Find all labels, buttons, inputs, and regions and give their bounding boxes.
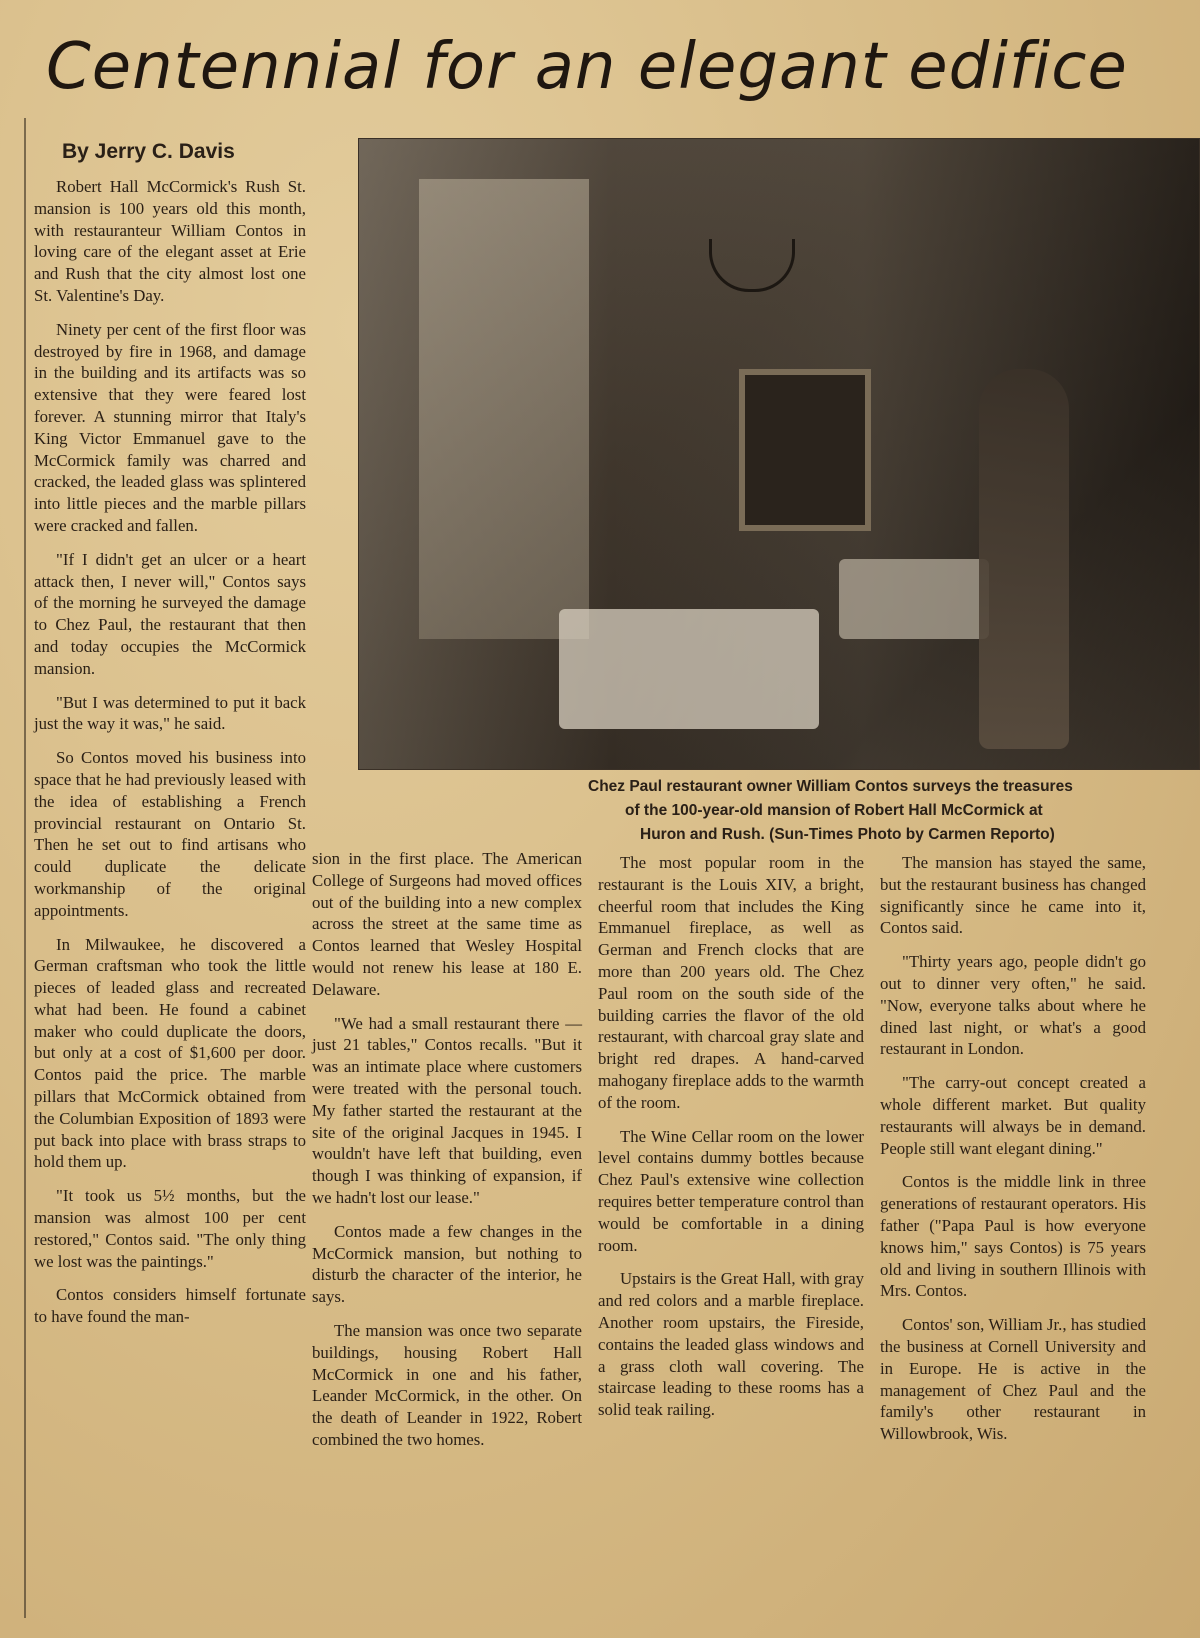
photo-dining-table [559, 609, 819, 729]
photo-window [419, 179, 589, 639]
paragraph: The mansion was once two separate buildings, housing Robert Hall McCormick in one and his father, Leander McCormick, in the other. On the death of Leander in 1922, Robert combined the two homes. [312, 1320, 582, 1449]
paragraph: Contos is the middle link in three generations of restaurant operators. His father ("Papa Paul is how everyone knows him," says Contos) is 75 years old and living in southern Illinois with Mrs. Contos. [880, 1172, 1146, 1301]
paragraph: Contos considers himself fortunate to have found the man- [34, 1285, 306, 1327]
page-edge-rule [24, 118, 26, 1618]
paragraph: Ninety per cent of the first floor was destroyed by fire in 1968, and damage in the building and its artifacts was so extensive that they were feared lost forever. A stunning mirror that Italy's King Victor Emmanuel gave to the McCormick family was charred and cracked, the leaded glass was splintered into little pieces and the marble pillars were cracked and fallen. [34, 319, 306, 535]
paragraph: The mansion has stayed the same, but the restaurant business has changed significantly since he came into it, Contos said. [880, 853, 1146, 938]
paragraph: In Milwaukee, he discovered a German craftsman who took the little pieces of leaded glass and recreated what had been. He found a cabinet maker who could duplicate the doors, but only at a cost of $1,600 per door. Contos paid the price. The marble pillars that McCormick obtained from the Columbian Exposition of 1893 were put back into place with brass straps to hold them up. [34, 934, 306, 1172]
photo-dining-table-2 [839, 559, 989, 639]
photo-caption-line-3: Huron and Rush. (Sun-Times Photo by Carmen Reporto) [640, 826, 1055, 843]
column-4 [880, 852, 1146, 1457]
photo-person [979, 369, 1069, 749]
paragraph: "If I didn't get an ulcer or a heart attack then, I never will," Contos says of the morning he surveyed the damage to Chez Paul, the restaurant that then and today occupies the McCormick mansion. [34, 549, 306, 678]
paragraph: "Thirty years ago, people didn't go out to dinner very often," he said. "Now, everyone talks about where he dined last night, or what's a good restaurant in London. [880, 952, 1146, 1059]
paragraph: "We had a small restaurant there — just 21 tables," Contos recalls. "But it was an intimate place where customers were treated with the personal touch. My father started the restaurant at the site of the original Jacques in 1945. I wouldn't have left that building, even though I was thinking of expansion, if we hadn't lost our lease." [312, 1013, 582, 1207]
byline: By Jerry C. Davis [62, 140, 235, 163]
paragraph: "The carry-out concept created a whole different market. But quality restaurants will always be in demand. People still want elegant dining." [880, 1073, 1146, 1158]
column-1 [34, 176, 306, 1340]
paragraph: Upstairs is the Great Hall, with gray and red colors and a marble fireplace. Another room upstairs, the Fireside, contains the leaded glass windows and a grass cloth wall covering. The staircase leading to these rooms has a solid teak railing. [598, 1269, 864, 1420]
article-photo [358, 138, 1200, 770]
photo-caption-line-1: Chez Paul restaurant owner William Contos surveys the treasures [588, 778, 1073, 795]
paragraph: "It took us 5½ months, but the mansion was almost 100 per cent restored," Contos said. "The only thing we lost was the paintings." [34, 1186, 306, 1271]
photo-caption-line-2: of the 100-year-old mansion of Robert Hall McCormick at [625, 802, 1043, 819]
paragraph: Robert Hall McCormick's Rush St. mansion is 100 years old this month, with restauranteur William Contos in loving care of the elegant asset at Erie and Rush that the city almost lost one St. Valentine's Day. [34, 177, 306, 305]
photo-painting [739, 369, 871, 531]
paragraph: sion in the first place. The American College of Surgeons had moved offices out of the building into a new complex across the street at the same time as Contos learned that Wesley Hospital would not renew his lease at 180 E. Delaware. [312, 849, 582, 999]
headline: Centennial for an elegant edifice [46, 30, 1128, 104]
paragraph: So Contos moved his business into space that he had previously leased with the idea of establishing a French provincial restaurant on Ontario St. Then he set out to find artisans who could duplicate the delicate workmanship of the original appointments. [34, 748, 306, 920]
column-3 [598, 852, 864, 1433]
paragraph: Contos made a few changes in the McCormick mansion, but nothing to disturb the character of the interior, he says. [312, 1221, 582, 1307]
paragraph: "But I was determined to put it back just the way it was," he said. [34, 692, 306, 734]
paragraph: The most popular room in the restaurant is the Louis XIV, a bright, cheerful room that includes the King Emmanuel fireplace, as well as German and French clocks that are more than 200 years old. The Chez Paul room on the south side of the building carries the flavor of the old restaurant, with charcoal gray slate and bright red drapes. A hand-carved mahogany fireplace adds to the warmth of the room. [598, 853, 864, 1112]
paragraph: The Wine Cellar room on the lower level contains dummy bottles because Chez Paul's extensive wine collection requires better temperature control than would be comfortable in a dining room. [598, 1126, 864, 1255]
column-2 [312, 848, 582, 1463]
paragraph: Contos' son, William Jr., has studied the business at Cornell University and in Europe. He is active in the management of Chez Paul and the family's other restaurant in Willowbrook, Wis. [880, 1315, 1146, 1444]
